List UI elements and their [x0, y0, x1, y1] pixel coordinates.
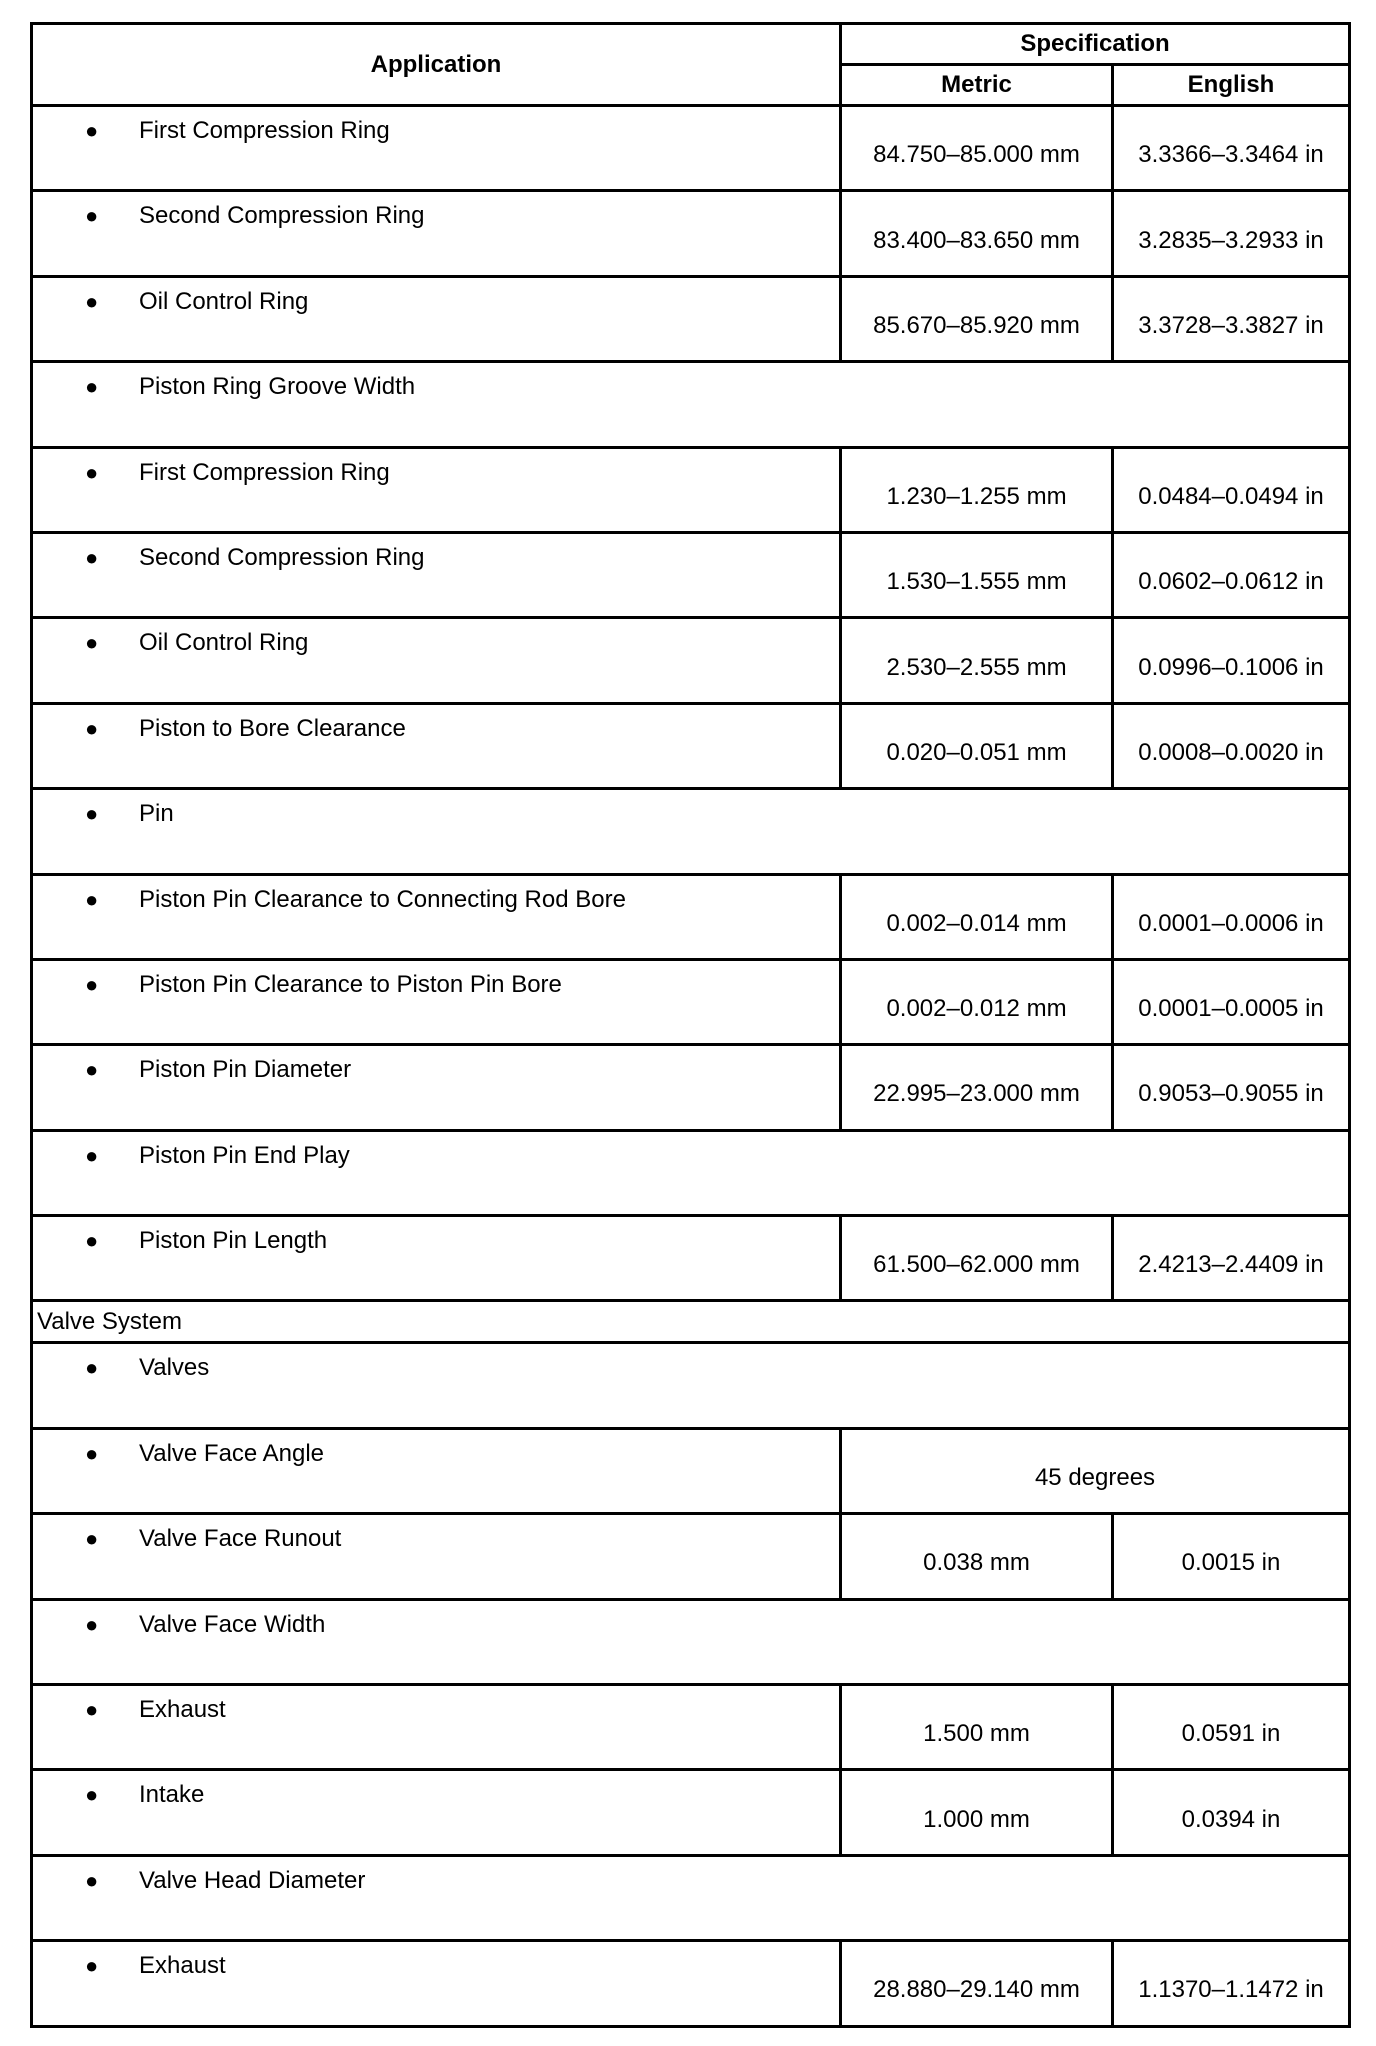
english-value: 3.2835–3.2933 in: [1113, 191, 1350, 276]
bullet-icon: ●: [85, 1057, 99, 1083]
section-heading: Valve System: [32, 1301, 1350, 1343]
table-row: [32, 362, 1350, 447]
table-row: [32, 1941, 1350, 2026]
application-label: Exhaust: [139, 1952, 226, 1980]
table-row: [32, 276, 1350, 361]
metric-value: 1.000 mm: [841, 1770, 1113, 1855]
english-value: 3.3366–3.3464 in: [1113, 106, 1350, 191]
metric-value: 1.530–1.555 mm: [841, 532, 1113, 617]
bullet-icon: ●: [85, 1440, 99, 1466]
application-cell: [32, 106, 841, 191]
metric-value: 61.500–62.000 mm: [841, 1216, 1113, 1301]
bullet-icon: ●: [85, 715, 99, 741]
application-label: Piston Pin Length: [139, 1227, 328, 1255]
application-cell: [32, 1130, 1350, 1215]
table-row: [32, 1343, 1350, 1428]
bullet-icon: ●: [85, 971, 99, 997]
application-label: First Compression Ring: [139, 458, 390, 486]
table-row: [32, 1301, 1350, 1343]
table-row: [32, 789, 1350, 874]
english-value: 0.0394 in: [1113, 1770, 1350, 1855]
table-row: [32, 959, 1350, 1044]
application-label: Valve Face Angle: [139, 1439, 325, 1467]
english-value: 0.0008–0.0020 in: [1113, 703, 1350, 788]
english-value: 0.0996–0.1006 in: [1113, 618, 1350, 703]
application-label: Piston Ring Groove Width: [139, 373, 416, 401]
application-label: Second Compression Ring: [139, 202, 425, 230]
bullet-icon: ●: [85, 1867, 99, 1893]
application-cell: [32, 1343, 1350, 1428]
application-label: Piston Pin Clearance to Connecting Rod Bore: [139, 885, 626, 913]
metric-value: 0.002–0.014 mm: [841, 874, 1113, 959]
english-value: 2.4213–2.4409 in: [1113, 1216, 1350, 1301]
application-cell: [32, 1599, 1350, 1684]
header-application: Application: [32, 24, 841, 106]
application-cell: [32, 703, 841, 788]
english-value: 0.0001–0.0005 in: [1113, 959, 1350, 1044]
application-cell: [32, 447, 841, 532]
application-cell: [32, 532, 841, 617]
bullet-icon: ●: [85, 1953, 99, 1979]
bullet-icon: ●: [85, 801, 99, 827]
application-label: Valve Face Width: [139, 1610, 326, 1638]
metric-value: 83.400–83.650 mm: [841, 191, 1113, 276]
application-cell: [32, 1428, 841, 1513]
bullet-icon: ●: [85, 459, 99, 485]
application-cell: [32, 191, 841, 276]
bullet-icon: ●: [85, 1782, 99, 1808]
english-value: 0.0602–0.0612 in: [1113, 532, 1350, 617]
bullet-icon: ●: [85, 1142, 99, 1168]
bullet-icon: ●: [85, 1611, 99, 1637]
table-row: [32, 106, 1350, 191]
application-cell: [32, 1685, 841, 1770]
application-cell: [32, 1045, 841, 1130]
english-value: 0.0591 in: [1113, 1685, 1350, 1770]
bullet-icon: ●: [85, 118, 99, 143]
english-value: 3.3728–3.3827 in: [1113, 276, 1350, 361]
metric-value: 22.995–23.000 mm: [841, 1045, 1113, 1130]
application-label: Valve Face Runout: [139, 1525, 342, 1553]
header-metric: Metric: [841, 65, 1113, 106]
table-row: [32, 874, 1350, 959]
metric-value: 1.230–1.255 mm: [841, 447, 1113, 532]
table-row: [32, 1770, 1350, 1855]
combined-value: 45 degrees: [841, 1428, 1350, 1513]
application-label: Second Compression Ring: [139, 543, 425, 571]
application-cell: [32, 1941, 841, 2026]
specification-rows: [32, 106, 1350, 2027]
application-label: Piston Pin Clearance to Piston Pin Bore: [139, 970, 562, 998]
application-label: Pin: [139, 800, 174, 828]
english-value: 1.1370–1.1472 in: [1113, 1941, 1350, 2026]
table-row: [32, 532, 1350, 617]
bullet-icon: ●: [85, 288, 99, 314]
bullet-icon: ●: [85, 203, 99, 229]
application-cell: [32, 362, 1350, 447]
table-row: [32, 1045, 1350, 1130]
table-row: [32, 1599, 1350, 1684]
metric-value: 1.500 mm: [841, 1685, 1113, 1770]
application-cell: [32, 874, 841, 959]
application-label: Piston Pin Diameter: [139, 1056, 352, 1084]
english-value: 0.0001–0.0006 in: [1113, 874, 1350, 959]
application-cell: [32, 1514, 841, 1599]
metric-value: 0.038 mm: [841, 1514, 1113, 1599]
metric-value: 0.020–0.051 mm: [841, 703, 1113, 788]
specification-table: [30, 22, 1351, 2028]
metric-value: 84.750–85.000 mm: [841, 106, 1113, 191]
english-value: 0.0484–0.0494 in: [1113, 447, 1350, 532]
metric-value: 28.880–29.140 mm: [841, 1941, 1113, 2026]
bullet-icon: ●: [85, 630, 99, 656]
header-specification: Specification: [841, 24, 1350, 65]
table-row: [32, 1130, 1350, 1215]
bullet-icon: ●: [85, 886, 99, 912]
application-label: Valve Head Diameter: [139, 1866, 366, 1894]
bullet-icon: ●: [85, 1228, 99, 1254]
table-row: [32, 1216, 1350, 1301]
application-cell: [32, 1770, 841, 1855]
english-value: 0.0015 in: [1113, 1514, 1350, 1599]
application-cell: [32, 1216, 841, 1301]
application-label: Intake: [139, 1781, 205, 1809]
table-row: [32, 618, 1350, 703]
application-label: Oil Control Ring: [139, 629, 309, 657]
metric-value: 2.530–2.555 mm: [841, 618, 1113, 703]
application-cell: [32, 618, 841, 703]
table-row: [32, 703, 1350, 788]
application-label: Oil Control Ring: [139, 287, 309, 315]
application-label: Piston to Bore Clearance: [139, 714, 406, 742]
application-label: Exhaust: [139, 1696, 226, 1724]
table-row: [32, 1855, 1350, 1940]
bullet-icon: ●: [85, 1526, 99, 1552]
metric-value: 0.002–0.012 mm: [841, 959, 1113, 1044]
bullet-icon: ●: [85, 1697, 99, 1723]
metric-value: 85.670–85.920 mm: [841, 276, 1113, 361]
table-row: [32, 447, 1350, 532]
application-cell: [32, 789, 1350, 874]
application-cell: [32, 959, 841, 1044]
table-row: [32, 1428, 1350, 1513]
application-cell: [32, 1855, 1350, 1940]
table-row: [32, 191, 1350, 276]
application-cell: [32, 276, 841, 361]
application-label: Valves: [139, 1354, 210, 1382]
bullet-icon: ●: [85, 544, 99, 570]
bullet-icon: ●: [85, 374, 99, 400]
table-row: [32, 1685, 1350, 1770]
bullet-icon: ●: [85, 1355, 99, 1381]
application-label: Piston Pin End Play: [139, 1141, 350, 1169]
header-english: English: [1113, 65, 1350, 106]
table-row: [32, 1514, 1350, 1599]
english-value: 0.9053–0.9055 in: [1113, 1045, 1350, 1130]
application-label: First Compression Ring: [139, 117, 390, 144]
